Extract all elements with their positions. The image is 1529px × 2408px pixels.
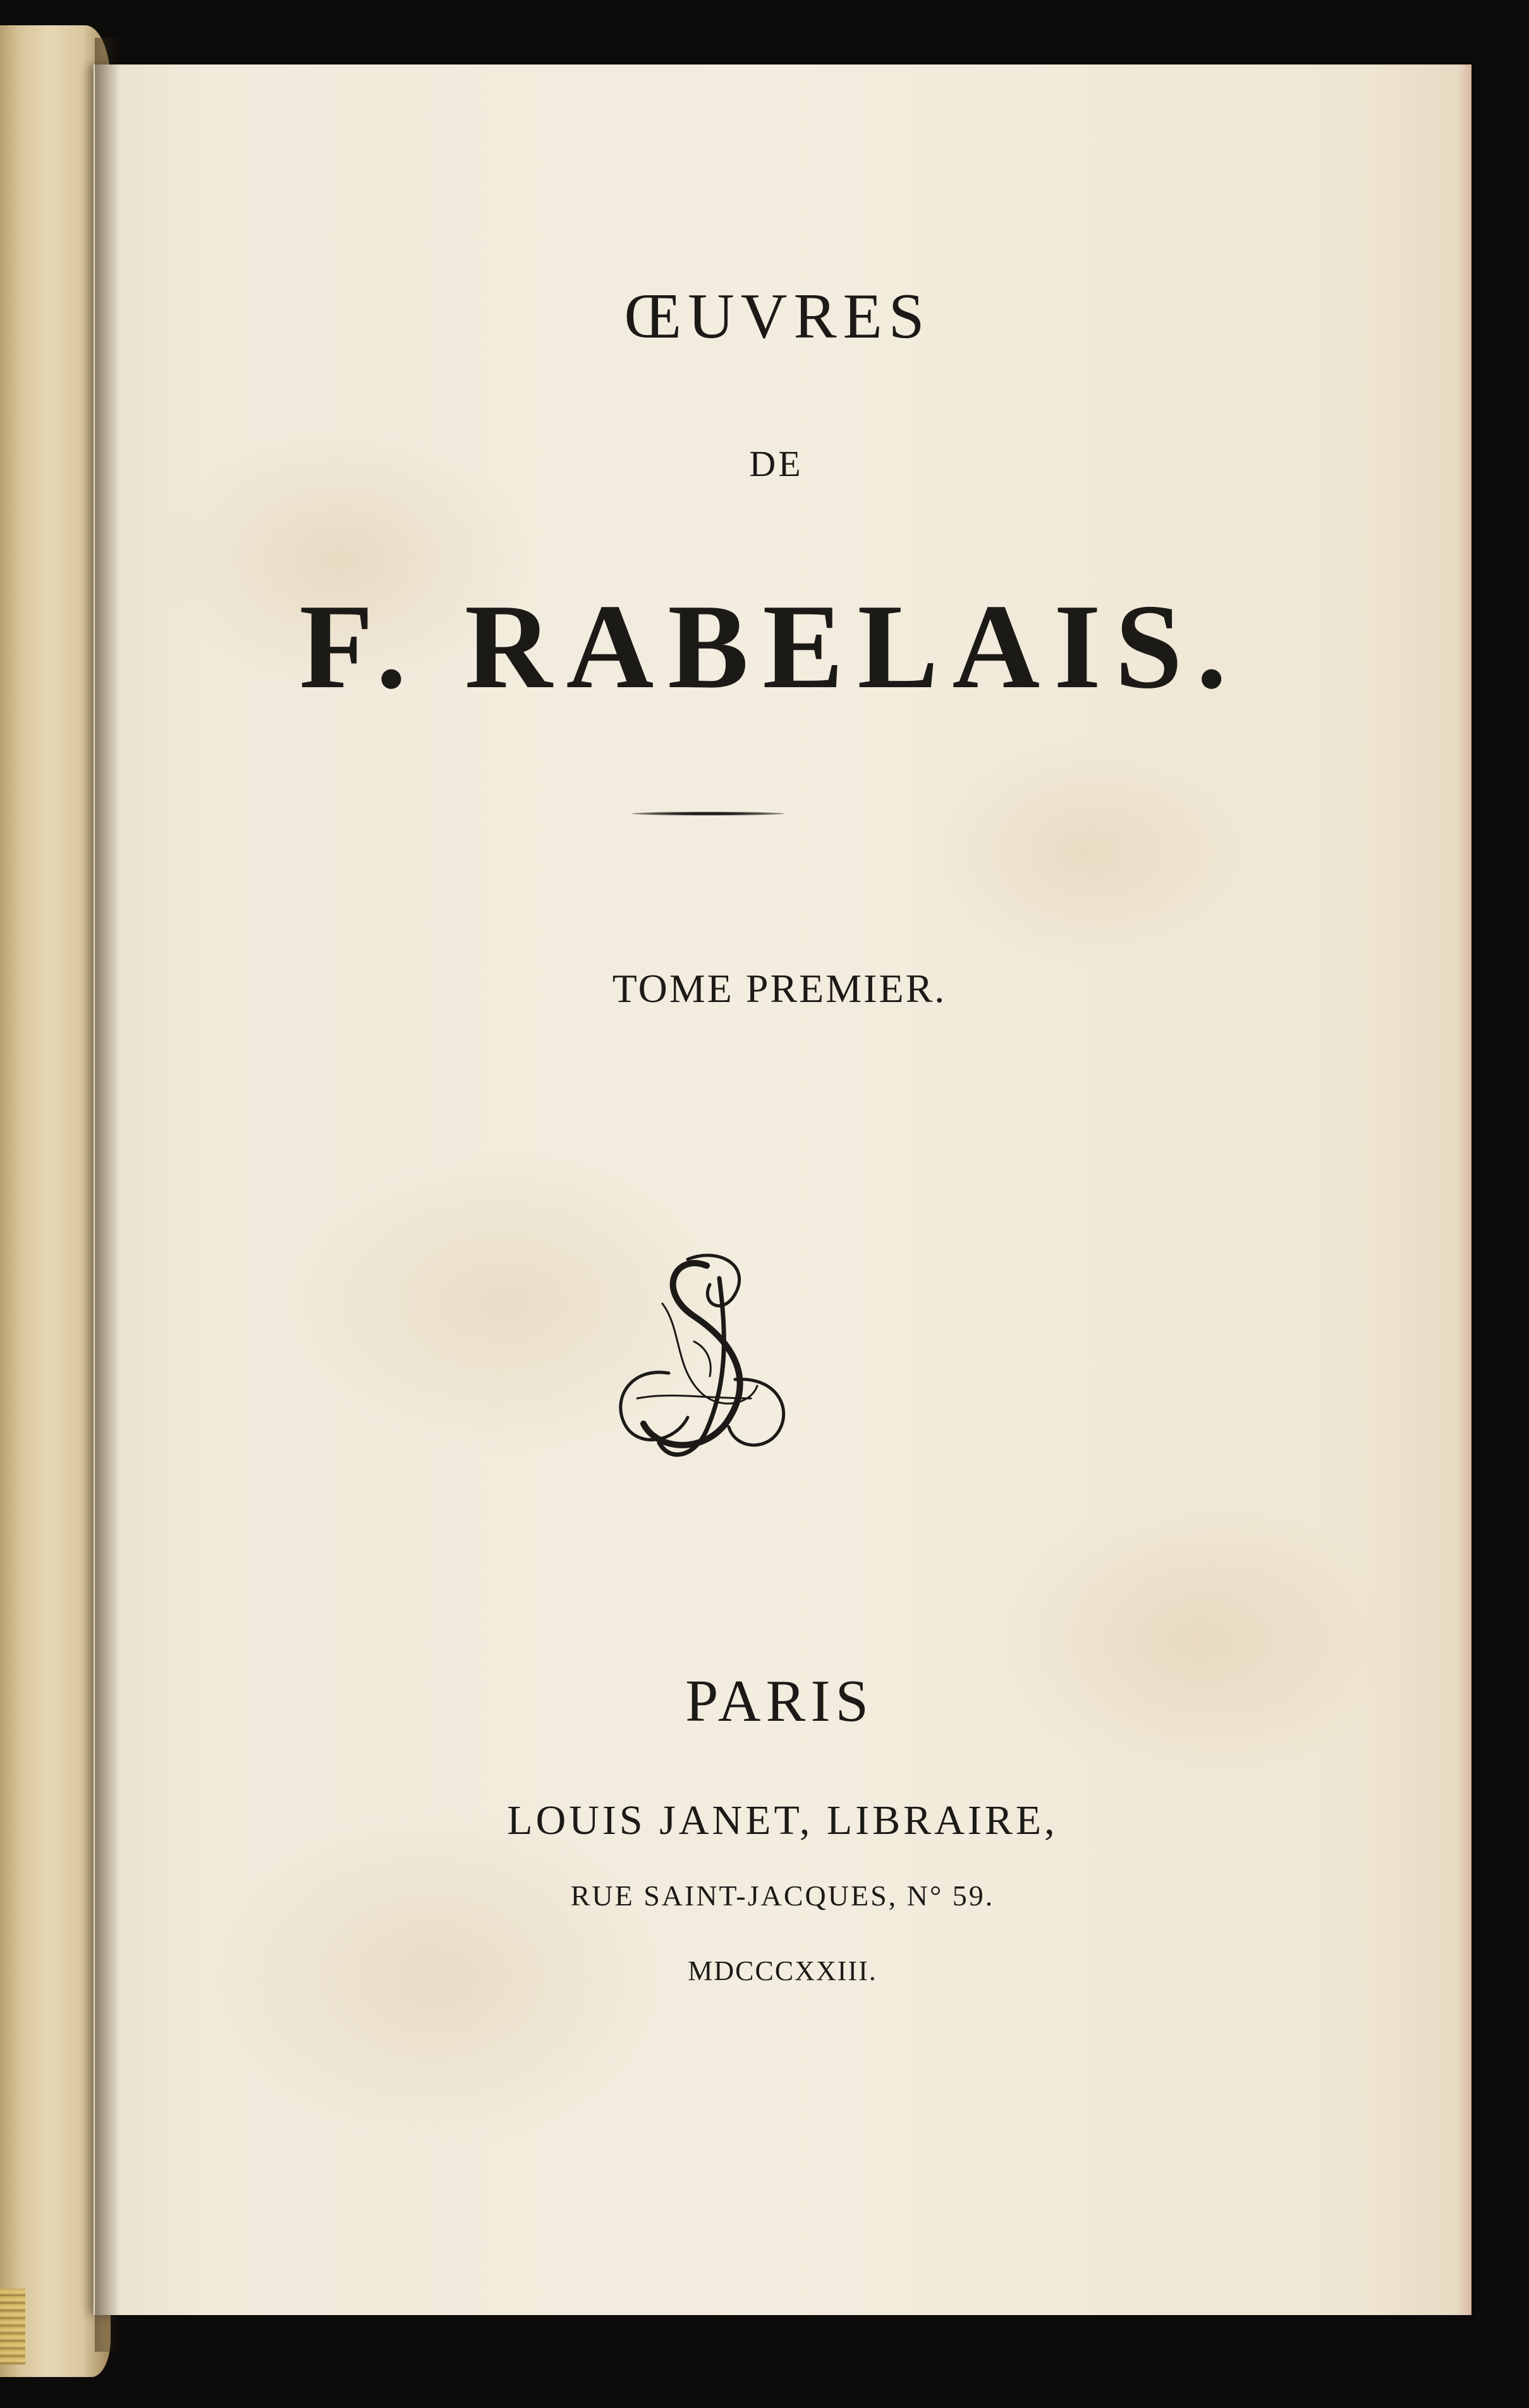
gilt-edge: [0, 2289, 25, 2364]
volume-label: TOME PREMIER.: [612, 966, 947, 1011]
imprint-place: PARIS: [685, 1668, 874, 1734]
preposition-text: DE: [749, 443, 803, 484]
imprint-publisher: LOUIS JANET, LIBRAIRE,: [507, 1797, 1058, 1843]
author-name: F. RABELAIS.: [299, 579, 1241, 714]
imprint-address: RUE SAINT-JACQUES, N° 59.: [570, 1879, 995, 1912]
intertwined-LJ-monogram-icon: [599, 1240, 801, 1468]
work-title: ŒUVRES: [624, 281, 931, 352]
imprint-year: MDCCCXXIII.: [688, 1955, 877, 1986]
ornamental-rule: [632, 812, 784, 816]
title-page: [94, 64, 1471, 2315]
gutter-shadow: [95, 38, 120, 2352]
